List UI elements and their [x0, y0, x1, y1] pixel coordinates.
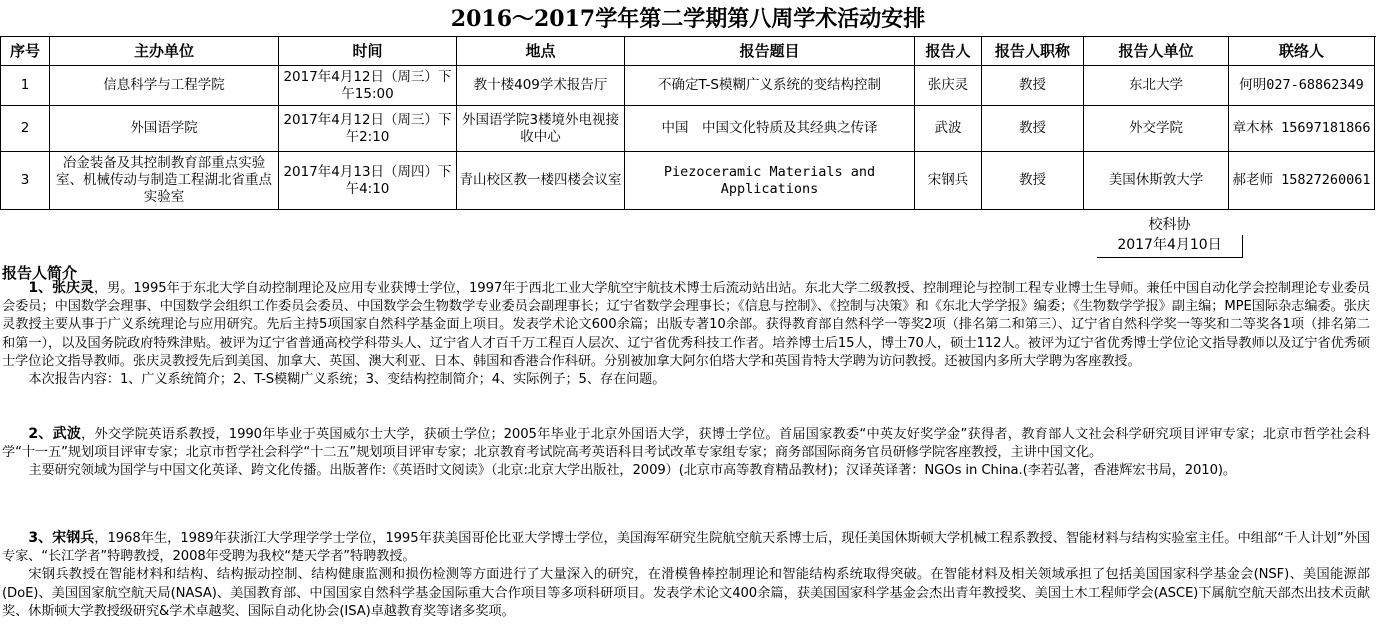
bio-paragraph: 本次报告内容：1、广义系统简介；2、T-S模糊广义系统；3、变结构控制简介；4、实际例子；5、存在问题。 — [28, 372, 666, 388]
intro-heading: 报告人简介 — [2, 264, 78, 282]
cell-contact: 章木林 15697181866 — [1229, 106, 1375, 152]
signature-org: 校科协 — [1148, 217, 1191, 233]
cell-time: 2017年4月13日（周四）下午4:10 — [279, 152, 457, 210]
bio-zhang — [2, 279, 1370, 389]
header-speaker: 报告人 — [915, 37, 982, 66]
cell-place: 外国语学院3楼境外电视接收中心 — [457, 106, 625, 152]
table-header-row — [1, 37, 1375, 66]
bio-paragraph: ，外交学院英语系教授，1990年毕业于英国威尔士大学，获硕士学位；2005年毕业于北京外国语大学，获博士学位。首届国家教委“中英友好奖学金”获得者，教育部人文社会科学研究项目评审专家；北京市哲学社会科学“十一五”规划项目评审专家；北京市哲学社会科学“十二五”规划项目评审专家；北京教育考试院高考英语科目考试改革专家组专家；商务部国际商务官员研修学院客座教授，主讲中国文化。 — [2, 427, 1370, 461]
cell-no: 1 — [1, 66, 50, 106]
bio-paragraph: 主要研究领域为国学与中国文化英译、跨文化传播。出版著作:《英语时文阅读》（北京:北京大学出版社，2009）(北京市高等教育精品教材)；汉译英译著：NGOs in China.(李若弘著，香港辉宏书局，2010)。 — [28, 463, 1236, 479]
page-title: 2016～2017学年第二学期第八周学术活动安排 — [0, 0, 1376, 37]
cell-place: 教十楼409学术报告厅 — [457, 66, 625, 106]
cell-host: 信息科学与工程学院 — [50, 66, 279, 106]
table-row — [1, 106, 1375, 152]
cell-no: 3 — [1, 152, 50, 210]
bio-name: 2、武波 — [28, 426, 82, 442]
cell-speaker-org: 美国休斯敦大学 — [1084, 152, 1229, 210]
cell-time: 2017年4月12日（周三）下午15:00 — [279, 66, 457, 106]
bio-wu — [2, 425, 1370, 481]
cell-speaker-org: 外交学院 — [1084, 106, 1229, 152]
header-time: 时间 — [279, 37, 457, 66]
cell-topic: 中国 中国文化特质及其经典之传译 — [625, 106, 915, 152]
cell-topic: Piezoceramic Materials and Applications — [625, 152, 915, 210]
cell-time: 2017年4月12日（周三）下午2:10 — [279, 106, 457, 152]
cell-speaker-title: 教授 — [982, 152, 1084, 210]
cell-speaker-org: 东北大学 — [1084, 66, 1229, 106]
header-speaker-title: 报告人职称 — [982, 37, 1084, 66]
bio-paragraph: ，1968年生，1989年获浙江大学理学学士学位，1995年获美国哥伦比亚大学博士学位，美国海军研究生院航空航天系博士后，现任美国休斯顿大学机械工程系教授、智能材料与结构实验室主任。中组部“千人计划”外国专家、“长江学者”特聘教授，2008年受聘为我校“楚天学者”特聘教授。 — [2, 531, 1371, 565]
cell-host: 外国语学院 — [50, 106, 279, 152]
cell-contact: 何明027-68862349 — [1229, 66, 1375, 106]
header-place: 地点 — [457, 37, 625, 66]
cell-speaker-title: 教授 — [982, 66, 1084, 106]
cell-host: 冶金装备及其控制教育部重点实验室、机械传动与制造工程湖北省重点实验室 — [50, 152, 279, 210]
signature-date: 2017年4月10日 — [1097, 235, 1243, 258]
bio-paragraph: 宋钢兵教授在智能材料和结构、结构振动控制、结构健康监测和损伤检测等方面进行了大量深入的研究，在滑模鲁棒控制理论和智能结构系统取得突破。在智能材料及相关领域承担了包括美国国家科学基金会(NSF)、美国能源部(DoE)、美国国家航空航天局(NASA)、美国教育部、中国国家自然科学基金国际重大合作项目等多项科研项目。发表学术论文400余篇，获美国国家科学基金会杰出青年教授奖、美国土木工程师学会(ASCE)下属航空航天部杰出技术贡献奖、休斯顿大学教授级研究&学术卓越奖、国际自动化协会(ISA)卓越教育奖等诸多奖项。 — [2, 567, 1370, 619]
bio-name: 3、宋钢兵 — [28, 530, 95, 546]
schedule-table — [0, 36, 1375, 210]
cell-topic: 不确定T-S模糊广义系统的变结构控制 — [625, 66, 915, 106]
bio-song — [2, 529, 1370, 621]
cell-speaker: 宋钢兵 — [915, 152, 982, 210]
header-speaker-org: 报告人单位 — [1084, 37, 1229, 66]
bio-paragraph: ，男。1995年于东北大学自动控制理论及应用专业获博士学位，1997年于西北工业大学航空宇航技术博士后流动站出站。东北大学二级教授、控制理论与控制工程专业博士生导师。兼任中国自动化学会控制理论专业委员会委员；中国数学会理事、中国数学会组织工作委员会委员、中国数学会生物数学专业委员会副理事长；辽宁省数学会理事长；《信息与控制》、《控制与决策》和《东北大学学报》编委；《生物数学学报》副主编；MPE国际杂志编委。张庆灵教授主要从事于广义系统理论与应用研究。先后主持5项国家自然科学基金面上项目。发表学术论文600余篇；出版专著10余部。获得教育部自然科学一等奖2项（排名第二和第三）、辽宁省自然科学奖一等奖和二等奖各1项（排名第二和第一），以及国务院政府特殊津贴。被评为辽宁省普通高校学科带头人、辽宁省人才百千万工程百人层次、辽宁省优秀科技工作者。培养博士后15人，博士70人，硕士112人。被评为辽宁省优秀博士学位论文指导教师以及辽宁省优秀硕士学位论文指导教师。张庆灵教授先后到美国、加拿大、英国、澳大利亚、日本、韩国和香港合作科研。分别被加拿大阿尔伯塔大学和英国肯特大学聘为访问教授。还被国内多所大学聘为客座教授。 — [2, 281, 1370, 369]
cell-place: 青山校区教一楼四楼会议室 — [457, 152, 625, 210]
cell-no: 2 — [1, 106, 50, 152]
bio-name: 1、张庆灵 — [28, 280, 94, 296]
cell-speaker: 张庆灵 — [915, 66, 982, 106]
cell-speaker-title: 教授 — [982, 106, 1084, 152]
table-row — [1, 66, 1375, 106]
header-host: 主办单位 — [50, 37, 279, 66]
table-row — [1, 152, 1375, 210]
header-topic: 报告题目 — [625, 37, 915, 66]
header-no: 序号 — [1, 37, 50, 66]
cell-contact: 郝老师 15827260061 — [1229, 152, 1375, 210]
header-contact: 联络人 — [1229, 37, 1375, 66]
cell-speaker: 武波 — [915, 106, 982, 152]
